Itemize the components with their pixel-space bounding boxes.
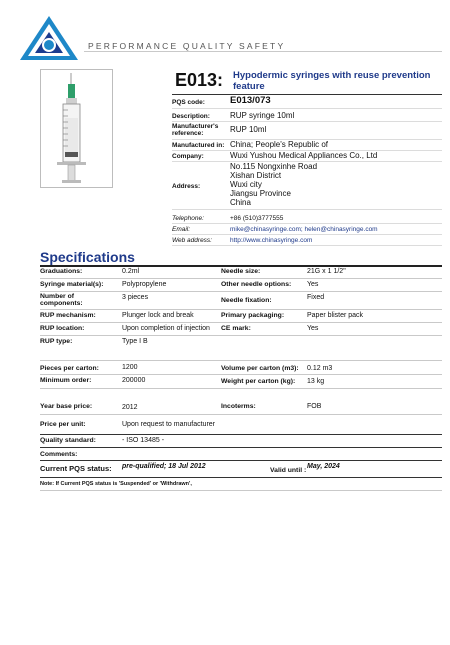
incoterms-value: FOB [307,403,322,410]
row-divider [40,335,442,336]
rup-location-value: Upon completion of injection [122,325,210,332]
quality-standard-label: Quality standard: [40,437,96,444]
ce-mark-value: Yes [307,325,319,332]
rup-mechanism-value: Plunger lock and break [122,312,194,319]
status-note: Note: If Current PQS status is 'Suspended' or 'Withdrawn', [40,481,192,487]
header-divider [84,51,442,52]
syringe-icon [41,70,112,187]
info-divider [172,209,442,210]
incoterms-label: Incoterms: [221,403,256,410]
pieces-per-carton-label: Pieces per carton: [40,365,99,372]
rup-location-label: RUP location: [40,325,85,332]
email-label: Email: [172,226,191,233]
info-divider [172,121,442,122]
ce-mark-label: CE mark: [221,325,251,332]
manufacturer-reference-value: RUP 10ml [230,125,267,134]
valid-until-value: May, 2024 [307,463,340,470]
needle-fixation-label: Needle fixation: [221,297,272,304]
web-address-link[interactable]: http://www.chinasyringe.com [230,237,313,244]
telephone-label: Telephone: [172,215,204,222]
number-of-components-value: 3 pieces [122,294,149,301]
current-pqs-status-label: Current PQS status: [40,464,112,473]
quality-standard-value: - ISO 13485 - [122,437,165,444]
weight-per-carton-label: Weight per carton (kg): [221,378,296,385]
needle-fixation-value: Fixed [307,294,325,301]
info-divider [172,108,442,109]
manufactured-in-label: Manufactured in: [172,142,225,149]
manufactured-in-value: China; People's Republic of [230,140,329,149]
row-divider [40,278,442,279]
year-base-price-label: Year base price: [40,403,93,410]
rup-type-label: RUP type: [40,338,73,345]
product-photo [40,69,113,188]
syringe-material-value: Polypropylene [122,281,167,288]
pqs-code-value: E013/073 [230,95,271,106]
minimum-order-label: Minimum order: [40,377,92,384]
price-per-unit-label: Price per unit: [40,421,86,428]
other-needle-options-label: Other needle options: [221,281,292,288]
row-divider [40,414,442,415]
row-divider [40,434,442,435]
triangle-globe-logo-icon [18,14,80,62]
specifications-title: Specifications [40,249,135,265]
telephone-value: +86 (510)3777555 [230,215,284,222]
graduations-label: Graduations: [40,268,83,275]
web-address-label: Web address: [172,237,212,244]
description-label: Description: [172,113,210,120]
row-divider [40,360,442,361]
syringe-material-label: Syringe material(s): [40,281,104,288]
address-label: Address: [172,183,201,190]
email-link[interactable]: mike@chinasyringe.com; helen@chinasyringe.com [230,226,378,233]
row-divider [40,490,442,491]
number-of-components-label-1: Number of [40,293,74,300]
address-line-3: Wuxi city [230,180,262,189]
volume-per-carton-value: 0.12 m3 [307,365,333,372]
needle-size-label: Needle size: [221,268,261,275]
volume-per-carton-label: Volume per carton (m3): [221,365,299,372]
rup-mechanism-label: RUP mechanism: [40,312,96,319]
tagline: PERFORMANCE QUALITY SAFETY [88,41,286,51]
row-divider [40,388,442,389]
address-line-2: Xishan District [230,171,282,180]
company-label: Company: [172,153,204,160]
row-divider [40,309,442,310]
row-divider [40,322,442,323]
year-base-price-value: 2012 [122,404,138,411]
info-divider [172,223,442,224]
address-line-1: No.115 Nongxinhe Road [230,162,318,171]
primary-packaging-label: Primary packaging: [221,312,285,319]
pieces-per-carton-value: 1200 [122,364,138,371]
row-divider [40,460,442,461]
pqs-code-label: PQS code: [172,99,205,106]
manufacturer-reference-label-1: Manufacturer's [172,123,219,130]
needle-size-value: 21G x 1 1/2" [307,268,346,275]
title-divider [172,94,442,95]
minimum-order-value: 200000 [122,377,146,384]
rup-type-value: Type I B [122,338,148,345]
other-needle-options-value: Yes [307,281,319,288]
row-divider [40,291,442,292]
company-logo [18,14,80,67]
description-value: RUP syringe 10ml [230,111,295,120]
current-pqs-status-value: pre-qualified; 18 Jul 2012 [122,463,206,470]
weight-per-carton-value: 13 kg [307,378,325,385]
product-code: E013: [175,70,224,90]
specifications-divider [40,265,442,267]
row-divider [40,374,442,375]
graduations-value: 0.2ml [122,268,140,275]
number-of-components-label-2: components: [40,300,83,307]
price-per-unit-value: Upon request to manufacturer [122,421,215,428]
comments-label: Comments: [40,451,78,458]
address-line-4: Jiangsu Province [230,189,291,198]
info-divider [172,234,442,235]
info-divider [172,245,442,246]
row-divider [40,477,442,478]
address-line-5: China [230,198,251,207]
valid-until-label: Valid until : [270,467,307,474]
company-value: Wuxi Yushou Medical Appliances Co., Ltd [230,151,378,160]
product-title: Hypodermic syringes with reuse prevention feature [233,70,431,92]
manufacturer-reference-label-2: reference: [172,130,204,137]
row-divider [40,447,442,448]
primary-packaging-value: Paper blister pack [307,312,364,319]
